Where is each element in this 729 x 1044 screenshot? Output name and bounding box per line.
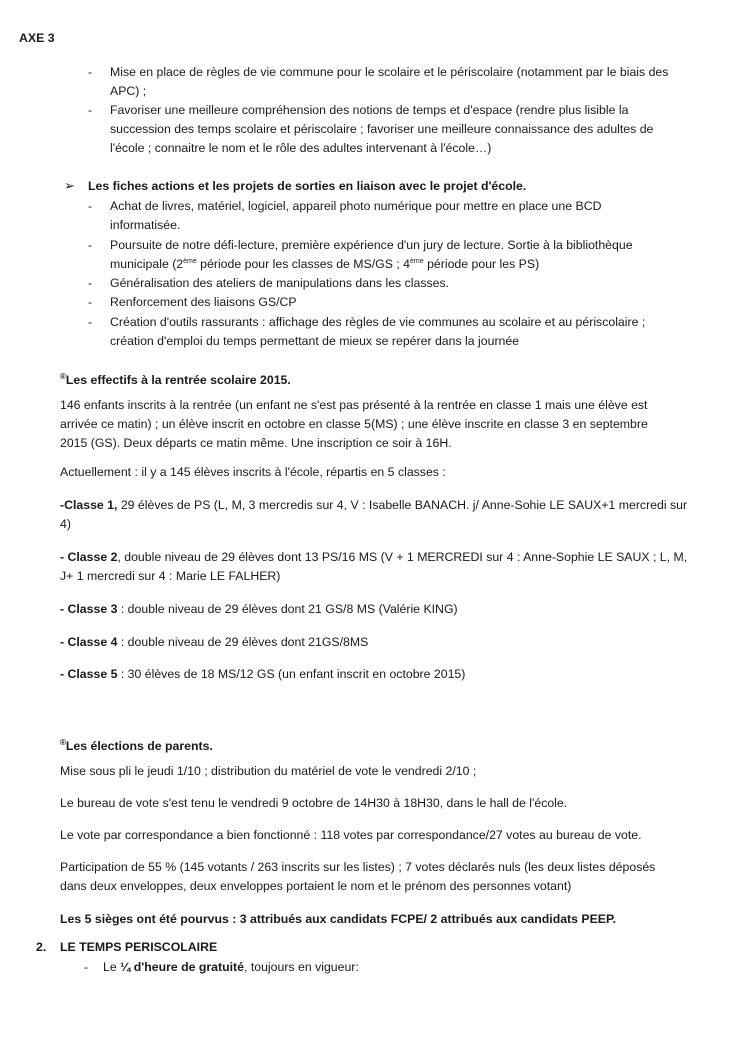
arrow-bullet-icon: ➢ [64,178,75,193]
class-5: - Classe 5 : 30 élèves de 18 MS/12 GS (un enfant inscrit en octobre 2015) [60,667,466,681]
bullet-dash: - [88,315,93,329]
class-2-line1: - Classe 2, double niveau de 29 élèves dont 13 PS/16 MS (V + 1 MERCREDI sur 4 : Anne-Sophie LE SAUX ; L, M, [60,550,688,564]
axe3-item-1-line2: APC) ; [110,84,147,98]
class-4: - Classe 4 : double niveau de 29 élèves dont 21GS/8MS [60,635,369,649]
section-title-axe3: AXE 3 [19,31,55,45]
fiches-item-3: Généralisation des ateliers de manipulations dans les classes. [110,276,450,290]
class-1-line2: 4) [60,517,71,531]
axe3-item-2-line1: Favoriser une meilleure compréhension des notions de temps et d'espace (rendre plus lisible la [110,103,629,117]
elections-para4-line1: Participation de 55 % (145 votants / 263 inscrits sur les listes) ; 7 votes déclarés nuls (les deux listes déposés [60,860,656,874]
bullet-dash: - [88,199,93,213]
elections-para3: Le vote par correspondance a bien fonctionné : 118 votes par correspondance/27 votes au bureau de vote. [60,828,642,842]
axe3-item-1-line1: Mise en place de règles de vie commune pour le scolaire et le périscolaire (notamment par le biais des [110,65,669,79]
fiches-heading: Les fiches actions et les projets de sorties en liaison avec le projet d'école. [88,179,527,193]
effectifs-heading: ®Les effectifs à la rentrée scolaire 2015. [60,372,291,388]
fiches-item-5-line1: Création d'outils rassurants : affichage des règles de vie communes au scolaire et au périscolaire ; [110,315,646,329]
class-2-line2: J+ 1 mercredi sur 4 : Marie LE FALHER) [60,569,281,583]
elections-para2: Le bureau de vote s'est tenu le vendredi 9 octobre de 14H30 à 18H30, dans le hall de l'école. [60,796,568,810]
fiches-item-1-line2: informatisée. [110,218,181,232]
fiches-item-1-line1: Achat de livres, matériel, logiciel, appareil photo numérique pour mettre en place une BCD [110,199,602,213]
periscolaire-heading: LE TEMPS PERISCOLAIRE [60,940,218,954]
fiches-item-2-line2: municipale (2ème période pour les classes de MS/GS ; 4ème période pour les PS) [110,257,540,271]
effectifs-para1-line2: arrivée ce matin) ; un élève inscrit en octobre en classe 5(MS) ; une élève inscrite en classe 3 en septembre [60,417,648,431]
bullet-dash: - [88,276,93,290]
bullet-dash: - [84,960,89,974]
class-1-line1: -Classe 1, 29 élèves de PS (L, M, 3 mercredis sur 4, V : Isabelle BANACH. j/ Anne-Sohie LE SAUX+1 mercredi sur [60,498,688,512]
bullet-dash: - [88,65,93,79]
star-bullet-icon: ® [60,738,66,747]
elections-para4-line2: dans deux enveloppes, deux enveloppes portaient le nom et le prénom des personnes votant) [60,879,572,893]
effectifs-para2: Actuellement : il y a 145 élèves inscrits à l'école, répartis en 5 classes : [60,465,446,479]
fiches-item-4: Renforcement des liaisons GS/CP [110,295,297,309]
class-3: - Classe 3 : double niveau de 29 élèves dont 21 GS/8 MS (Valérie KING) [60,602,458,616]
elections-para1: Mise sous pli le jeudi 1/10 ; distribution du matériel de vote le vendredi 2/10 ; [60,764,477,778]
axe3-item-2-line2: succession des temps scolaire et périscolaire ; favoriser une meilleure connaissance des adultes de [110,122,654,136]
fiches-item-5-line2: création d'emploi du temps permettant de mieux se repérer dans la journée [110,334,520,348]
bullet-dash: - [88,238,93,252]
periscolaire-item-1: Le ¼ d'heure de gratuité, toujours en vigueur: [103,960,359,974]
fiches-item-2-line1: Poursuite de notre défi-lecture, première expérience d'un jury de lecture. Sortie à la bibliothèque [110,238,633,252]
star-bullet-icon: ® [60,372,66,381]
section-number: 2. [36,940,47,954]
axe3-item-2-line3: l'école ; connaitre le nom et le rôle des adultes intervenant à l'école…) [110,141,492,155]
elections-heading: ®Les élections de parents. [60,738,213,754]
elections-summary: Les 5 sièges ont été pourvus : 3 attribués aux candidats FCPE/ 2 attribués aux candidats PEEP. [60,912,617,926]
effectifs-para1-line1: 146 enfants inscrits à la rentrée (un enfant ne s'est pas présenté à la rentrée en classe 1 mais une élève est [60,398,648,412]
effectifs-para1-line3: 2015 (GS). Deux départs ce matin même. Une inscription ce soir à 16H. [60,436,452,450]
bullet-dash: - [88,295,93,309]
bullet-dash: - [88,103,93,117]
